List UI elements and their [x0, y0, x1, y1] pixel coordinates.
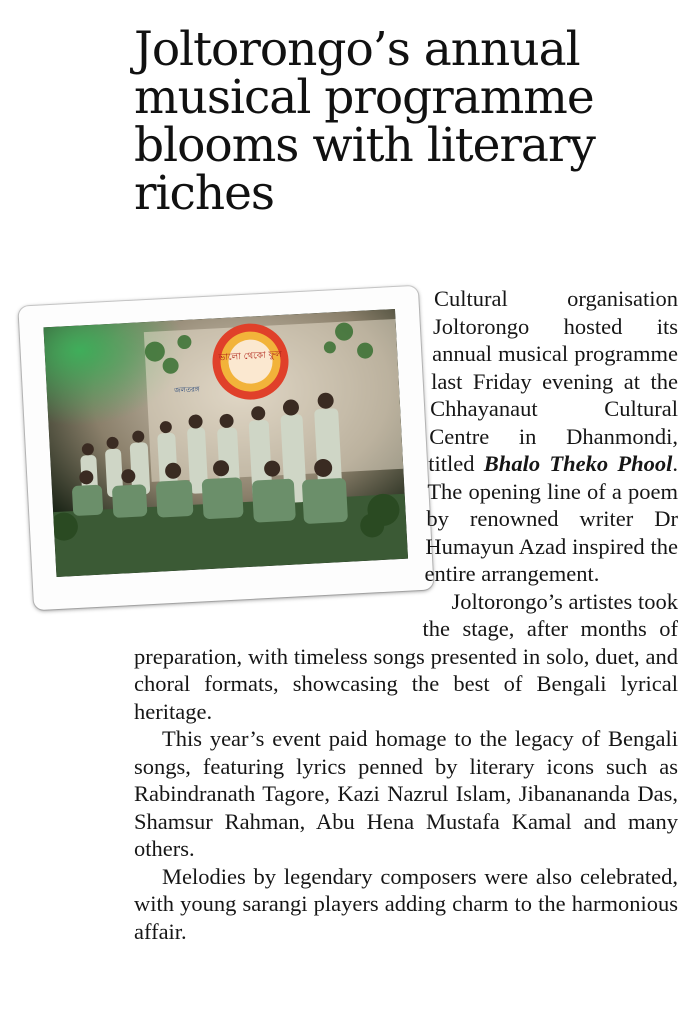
- paragraph-3: This year’s event paid homage to the legacy of Bengali songs, featuring lyrics penned by literary icons such as Rabindranath Tagore, Kazi Nazrul Islam, Jibanananda Das, Shamsur Rahman, Abu Hena Mustafa Kamal and many others.: [134, 726, 678, 861]
- article-headline: Joltorongo’s annual musical programme blooms with literary riches: [134, 22, 595, 221]
- p1-text-b: . The opening line of a poem by renowned writer Dr Humayun Azad inspired the entire arrangement.: [424, 451, 678, 586]
- paragraph-2: Joltorongo’s artistes took the stage, after months of preparation, with timeless songs presented in solo, duet, and choral formats, showcasing the best of Bengali lyrical heritage.: [134, 588, 678, 724]
- photo-wrap-spacer: [134, 285, 434, 631]
- logo-text: জলতরঙ্গ: [174, 385, 200, 395]
- paragraph-4: Melodies by legendary composers were also celebrated, with young sarangi players adding charm to the harmonious affair.: [134, 863, 678, 944]
- article-body: [134, 285, 678, 945]
- banner-text: ভালো থেকো ফুল: [218, 349, 283, 364]
- p1-text-a: Cultural organisation Joltorongo hosted its annual musical programme last Friday evening at the Chhayanaut Cultural Centre in Dhanmondi, titled: [428, 286, 678, 476]
- programme-title: Bhalo Theko Phool: [483, 451, 673, 476]
